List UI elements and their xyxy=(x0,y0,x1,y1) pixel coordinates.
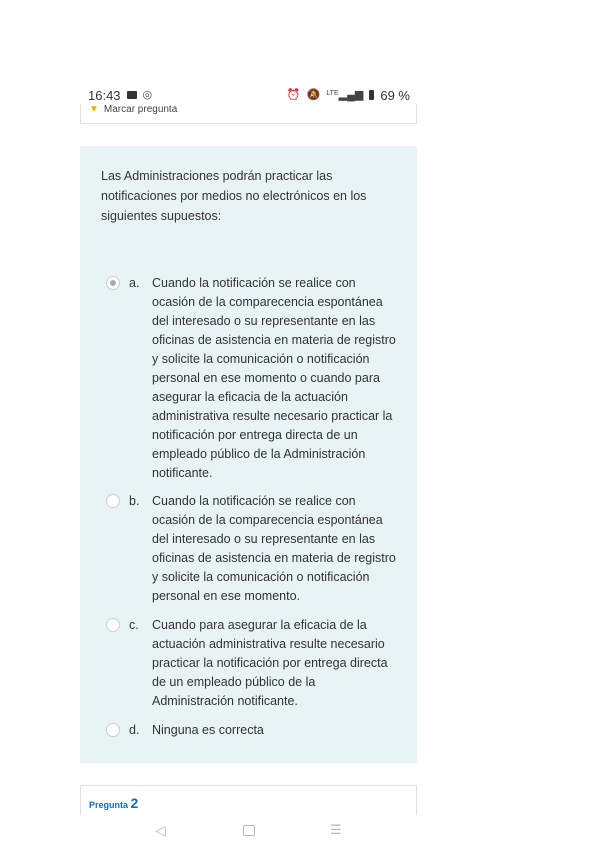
question-card xyxy=(80,146,417,763)
radio-d[interactable] xyxy=(106,723,120,737)
answer-option-d[interactable] xyxy=(106,721,406,741)
answer-letter: a. xyxy=(129,276,140,290)
radio-b[interactable] xyxy=(106,494,120,508)
answer-option-c[interactable] xyxy=(106,616,406,712)
radio-c[interactable] xyxy=(106,618,120,632)
mute-icon: 🔕 xyxy=(306,88,321,101)
signal-icon: $^{LTE}$▂▄▆ xyxy=(326,88,364,101)
menu-icon[interactable]: ☰ xyxy=(330,822,342,837)
flag-question-label[interactable]: Marcar pregunta xyxy=(103,104,178,115)
instagram-notification-icon: ◎ xyxy=(142,88,153,101)
answer-option-b[interactable] xyxy=(106,492,406,607)
answer-text: Ninguna es correcta xyxy=(152,723,264,737)
answer-letter: b. xyxy=(129,494,140,508)
answer-letter: d. xyxy=(129,723,140,737)
status-right xyxy=(287,88,410,103)
back-icon[interactable]: ◁ xyxy=(155,822,166,838)
status-left xyxy=(88,88,152,103)
radio-a[interactable] xyxy=(106,276,120,290)
system-nav-bar xyxy=(0,815,600,848)
home-icon[interactable] xyxy=(243,825,255,836)
answer-option-a[interactable] xyxy=(106,274,406,484)
question-info-box xyxy=(80,104,417,124)
question-number: 2 xyxy=(130,795,139,811)
flag-question-link[interactable] xyxy=(89,104,177,115)
next-question-label xyxy=(89,795,138,811)
answer-text: Cuando la notificación se realice con ocasión de la comparecencia espontánea del interesado o su representante en las oficinas de asistencia en materia de registro y solicite la comunicación o notificación personal en ese momento o cuando para asegurar la eficacia de la actuación administrativa resulte necesario practicar la notificación por entrega directa de un empleado público de la Administración notificante. xyxy=(152,276,396,480)
status-time: 16:43 xyxy=(88,87,121,103)
battery-icon xyxy=(369,90,374,100)
answer-text: Cuando para asegurar la eficacia de la actuación administrativa resulte necesario practicar la notificación por entrega directa de un empleado público de la Administración notificante. xyxy=(152,618,388,708)
answer-text: Cuando la notificación se realice con ocasión de la comparecencia espontánea del interesado o su representante en las oficinas de asistencia en materia de registro y solicite la comunicación o notificación personal en ese momento. xyxy=(152,494,396,603)
alarm-icon: ⏰ xyxy=(286,88,301,101)
answer-letter: c. xyxy=(129,618,139,632)
next-question-box xyxy=(80,785,417,815)
status-bar xyxy=(88,86,410,104)
battery-percent: 69 % xyxy=(380,87,410,103)
question-text: Las Administraciones podrán practicar las notificaciones por medios no electrónicos en los siguientes supuestos: xyxy=(101,169,367,223)
flag-icon: ▼ xyxy=(89,103,99,115)
question-word: Pregunta xyxy=(89,800,129,810)
media-notification-icon xyxy=(127,91,137,99)
